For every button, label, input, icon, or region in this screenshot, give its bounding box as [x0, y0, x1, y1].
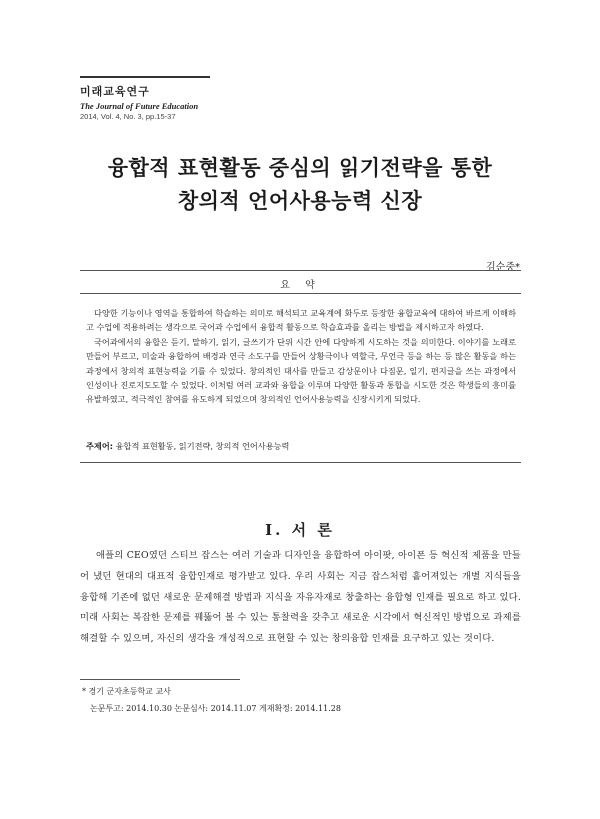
journal-name-en: The Journal of Future Education [80, 101, 199, 111]
paper-title-line1: 융합적 표현활동 중심의 읽기전략을 통한 [107, 156, 493, 180]
abstract-heading: 요 약 [280, 280, 321, 291]
abstract-top-rule [80, 270, 521, 271]
journal-top-rule [80, 76, 210, 78]
abstract-paragraph: 다양한 기능이나 영역을 통합하여 학습하는 의미로 해석되고 교육계에 화두로 등장한 융합교육에 대하여 바르게 이해하고 수업에 적용하려는 생각으로 국어과 수업에서 융합적 활동으로 학습효과를 올리는 방법을 제시하고자 하였다. [86, 308, 516, 333]
footnote-dates: 논문투고: 2014.10.30 논문심사: 2014.11.07 게재확정: 2014.11.28 [90, 704, 341, 713]
paper-title-line2: 창의적 언어사용능력 신장 [177, 189, 423, 213]
keywords-label: 주제어: [86, 441, 114, 451]
journal-volume-info: 2014, Vol. 4, No. 3, pp.15-37 [80, 112, 176, 121]
footnote-rule [80, 679, 240, 680]
footnote-affiliation: * 경기 군자초등학교 교사 [82, 687, 171, 696]
abstract-heading-rule [80, 293, 521, 294]
body-paragraph: 애플의 CEO였던 스티브 잡스는 여러 기술과 디자인을 융합하여 아이팟, 아이폰 등 혁신적 제품을 만들어 냈던 현대의 대표적 융합인재로 평가받고 있다. 우리 사회는 지금 잡스처럼 흩어져있는 개별 지식들을 융합해 기존에 없던 새로운 문제해결 방법과 지식을 자유자재로 창출하는 융합형 인재를 필요로 하고 있다. 미래 사회는 복잡한 문제를 꿰뚫어 볼 수 있는 통찰력을 갖추고 새로운 시각에서 혁신적인 방법으로 과제를 해결할 수 있으며, 자신의 생각을 개성적으로 표현할 수 있는 창의융합 인재를 요구하고 있는 것이다. [80, 550, 521, 645]
journal-name-kr: 미래교육연구 [80, 85, 150, 98]
abstract-paragraph: 국어과에서의 융합은 듣기, 말하기, 읽기, 글쓰기가 단위 시간 안에 다양하게 시도하는 것을 의미한다. 이야기를 노래로 만들어 부르고, 미술과 융합하여 배경과 연극 소도구를 만들어 상황극이나 역할극, 무언극 등을 하는 등 많은 활동을 하는 과정에서 창의적 표현능력을 기를 수 있었다. 창의적인 대사를 만들고 감상문이나 다짐문, 일기, 편지글을 쓰는 과정에서 인성이나 진로지도도할 수 있었다. 이처럼 여러 교과와 융합을 이루며 다양한 활동과 통합을 시도한 것은 학생들의 흥미를 유발하였고, 적극적인 참여를 유도하게 되었으며 창의적인 언어사용능력을 신장시키게 되었다. [86, 336, 516, 405]
abstract-bottom-rule [80, 462, 521, 463]
keywords [86, 441, 289, 452]
section-body [80, 546, 521, 650]
keywords-text: 융합적 표현활동, 읽기전략, 창의적 언어사용능력 [115, 441, 290, 451]
journal-header [80, 76, 210, 121]
author-name: 김순중* [486, 262, 520, 273]
section-heading: I. 서 론 [265, 521, 335, 539]
abstract-body [86, 306, 516, 407]
